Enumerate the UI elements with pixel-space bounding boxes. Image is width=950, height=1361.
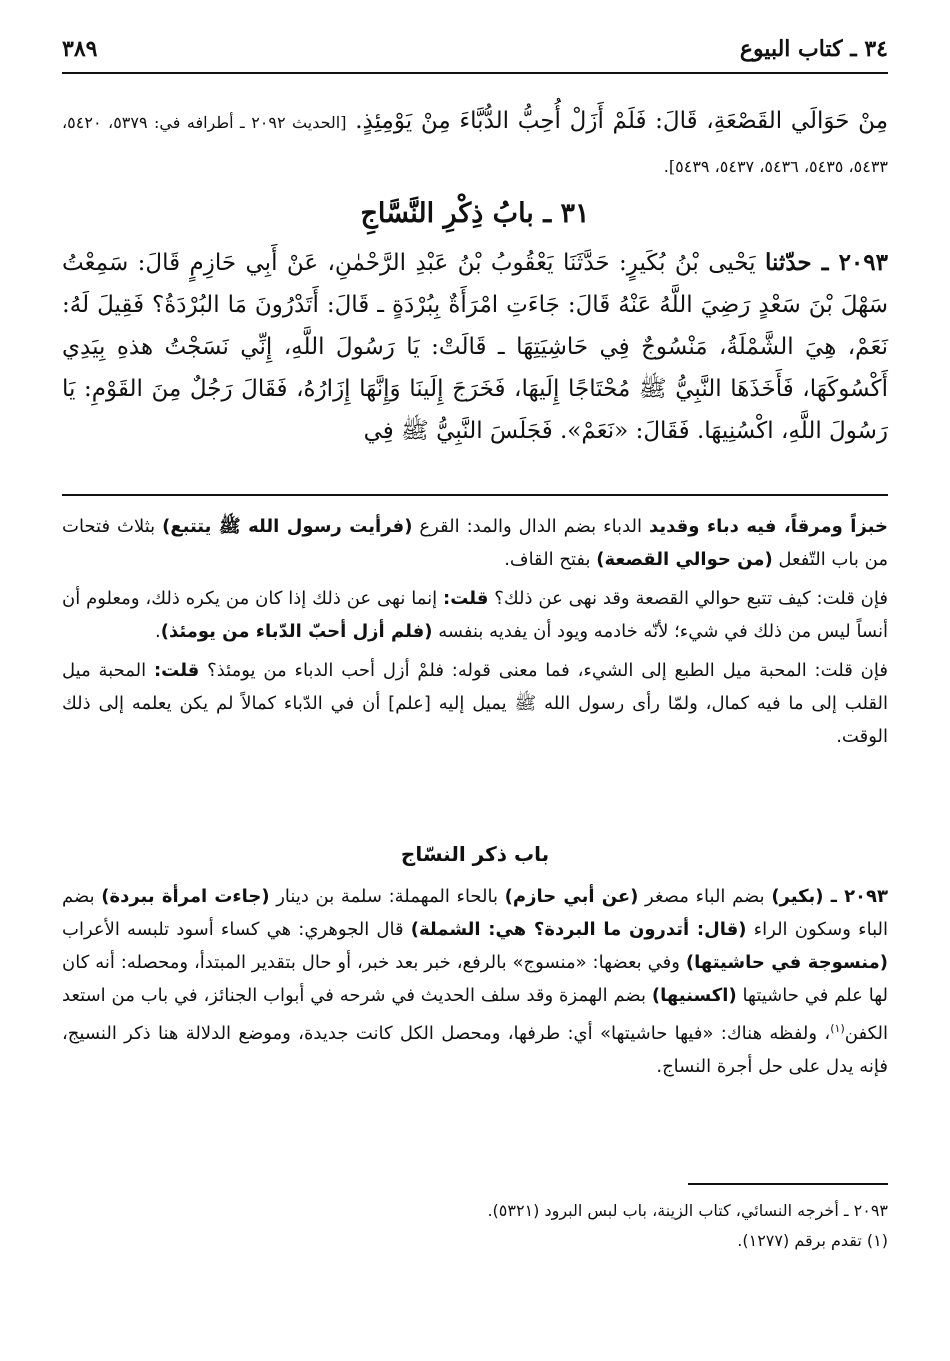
hadith-continuation: [62, 100, 888, 188]
text-run: الدباء بضم الدال والمد: القرع: [412, 516, 649, 537]
text-run: فإن قلت: كيف تتبع حوالي القصعة وقد نهى عن ذلك؟: [488, 588, 888, 609]
hadith-number: ٢٠٩٣ ـ حدّثنا: [764, 249, 888, 276]
bold-phrase: (جاءت امرأة ببردة): [101, 886, 270, 907]
hadith-main-text: يَحْيى بْنُ بُكَيرٍ: حَدَّثَنَا يَعْقُوبُ بْنُ عَبْدِ الرَّحْمٰنِ، عَنْ أَبِي حَازِمٍ قَالَ: سَمِعْتُ سَهْلَ بْنَ سَعْدٍ رَضِيَ اللَّهُ عَنْهُ قَالَ: جَاءَتِ امْرَأَةٌ بِبُرْدَةٍ ـ قَالَ: أَتَدْرُونَ مَا البُرْدَةُ؟ فَقِيلَ لَهُ: نَعَمْ، هِيَ الشَّمْلَةُ، مَنْسُوجٌ فِي حَاشِيَتِهَا ـ قَالَتْ: يَا رَسُولَ اللَّهِ، إِنِّي نَسَجْتُ هذهِ بِيَدِي أَكْسُوكَهَا، فَأَخَذَهَا النَّبِيُّ ﷺ مُحْتَاجًا إِلَيهَا، فَخَرَجَ إِلَينَا وَإِنَّهَا إِزَارُهُ، فَقَالَ رَجُلٌ مِنَ القَوْمِ: يَا رَسُولَ اللَّهِ، اكْسُنِيهَا. فَقَالَ: «نَعَمْ». فَجَلَسَ النَّبِيُّ ﷺ فِي: [62, 250, 888, 444]
bold-phrase: قلت:: [443, 588, 489, 609]
text-run: بضم الهمزة وقد سلف الحديث في شرحه في أبواب الجنائز، في باب من استعد الكفن: [62, 985, 888, 1044]
text-run: .: [155, 621, 161, 642]
bold-phrase: خبزاً ومرقاً، فيه دباء وقديد: [648, 516, 888, 537]
text-run: إنما نهى عن ذلك إذا كان من يكره ذلك، ومعلوم أن أنساً ليس من ذلك في شيء؛ لأنّه خادمه ويود أن يفديه بنفسه: [62, 588, 888, 642]
bold-phrase: (اكسنيها): [651, 985, 737, 1006]
commentary-paragraph: [62, 510, 888, 576]
bold-phrase: (منسوجة في حاشيتها): [685, 952, 888, 973]
text-run: بضم الباء وسكون الراء: [62, 886, 888, 940]
commentary-block-2: [62, 880, 888, 1089]
hadith-main: [62, 242, 888, 452]
text-run: المحبة ميل القلب إلى ما فيه كمال، ولمّا رأى رسول الله ﷺ يميل إليه [علم] أن في الدّباء كمالاً لم يكن يعلمه إلى ذلك الوقت.: [62, 660, 888, 747]
text-run: وفي بعضها: «منسوج» بالرفع، خبر بعد خبر، أو حال بتقدير المبتدأ، ومحصله: أنه كان لها علم في حاشيتها: [62, 952, 889, 1006]
commentary-subtitle: باب ذكر النسّاج: [400, 842, 550, 866]
text-run: قال الجوهري: هي كساء أسود تلبسه الأعراب: [62, 919, 411, 940]
commentary-paragraph: [62, 880, 888, 1083]
bold-phrase: قلت:: [153, 660, 200, 681]
bold-phrase: (عن أبي حازم): [504, 886, 639, 907]
footnote-2: (١) تقدم برقم (١٢٧٧).: [737, 1231, 888, 1250]
page-header: [62, 34, 888, 74]
text-run: بضم الباء مصغر: [638, 886, 772, 907]
commentary-block: [62, 510, 888, 759]
footnote-reference[interactable]: (١): [830, 1022, 845, 1035]
footnote-rule: [688, 1183, 888, 1185]
text-run: فإن قلت: المحبة ميل الطبع إلى الشيء، فما معنى قوله: فلمْ أزل أحب الدباء من يومئذ؟: [199, 660, 888, 681]
bold-phrase: ٢٠٩٣ ـ (بكير): [771, 886, 889, 907]
bold-phrase: (من حوالي القصعة): [596, 549, 773, 570]
text-run: بثلاث فتحات من باب التّفعل: [62, 516, 888, 570]
text-run: بفتح القاف.: [504, 549, 597, 570]
bold-phrase: (قال: أتدرون ما البردة؟ هي: الشملة): [410, 919, 747, 940]
hadith-reference: [الحديث ٢٠٩٢ ـ أطرافه في: ٥٣٧٩، ٥٤٢٠، ٥٤٣٣، ٥٤٣٥، ٥٤٣٦، ٥٤٣٧، ٥٤٣٩].: [62, 113, 888, 176]
text-run: ، ولفظه هناك: «فيها حاشيتها» أي: طرفها، ومحصل الكل كانت جديدة، وموضع الدلالة هنا ذكر النسيج، فإنه يدل على حل أجرة النساج.: [62, 1023, 888, 1077]
bold-phrase: (فرأيت رسول الله ﷺ يتتبع): [162, 516, 413, 537]
commentary-paragraph: [62, 582, 888, 648]
footnote-1: ٢٠٩٣ ـ أخرجه النسائي، كتاب الزينة، باب لبس البرود (٥٣٢١).: [487, 1201, 888, 1220]
commentary-paragraph: [62, 654, 888, 753]
footnotes: [62, 1196, 888, 1256]
text-run: بالحاء المهملة: سلمة بن دينار: [269, 886, 505, 907]
page-number: ٣٨٩: [62, 36, 98, 62]
chapter-title: ٣١ ـ بابُ ذِكْرِ النَّسَّاجِ: [360, 198, 590, 229]
hadith-continuation-text: مِنْ حَوَالَي القَصْعَةِ، قَالَ: فَلَمْ أَزَلْ أُحِبُّ الدُّبَّاءَ مِنْ يَوْمِئِذٍ.: [355, 108, 889, 134]
bold-phrase: (فلم أزل أحبّ الدّباء من يومئذ): [160, 621, 433, 642]
text-commentary-divider: [62, 494, 888, 496]
book-title: ٣٤ ـ كتاب البيوع: [739, 36, 888, 62]
